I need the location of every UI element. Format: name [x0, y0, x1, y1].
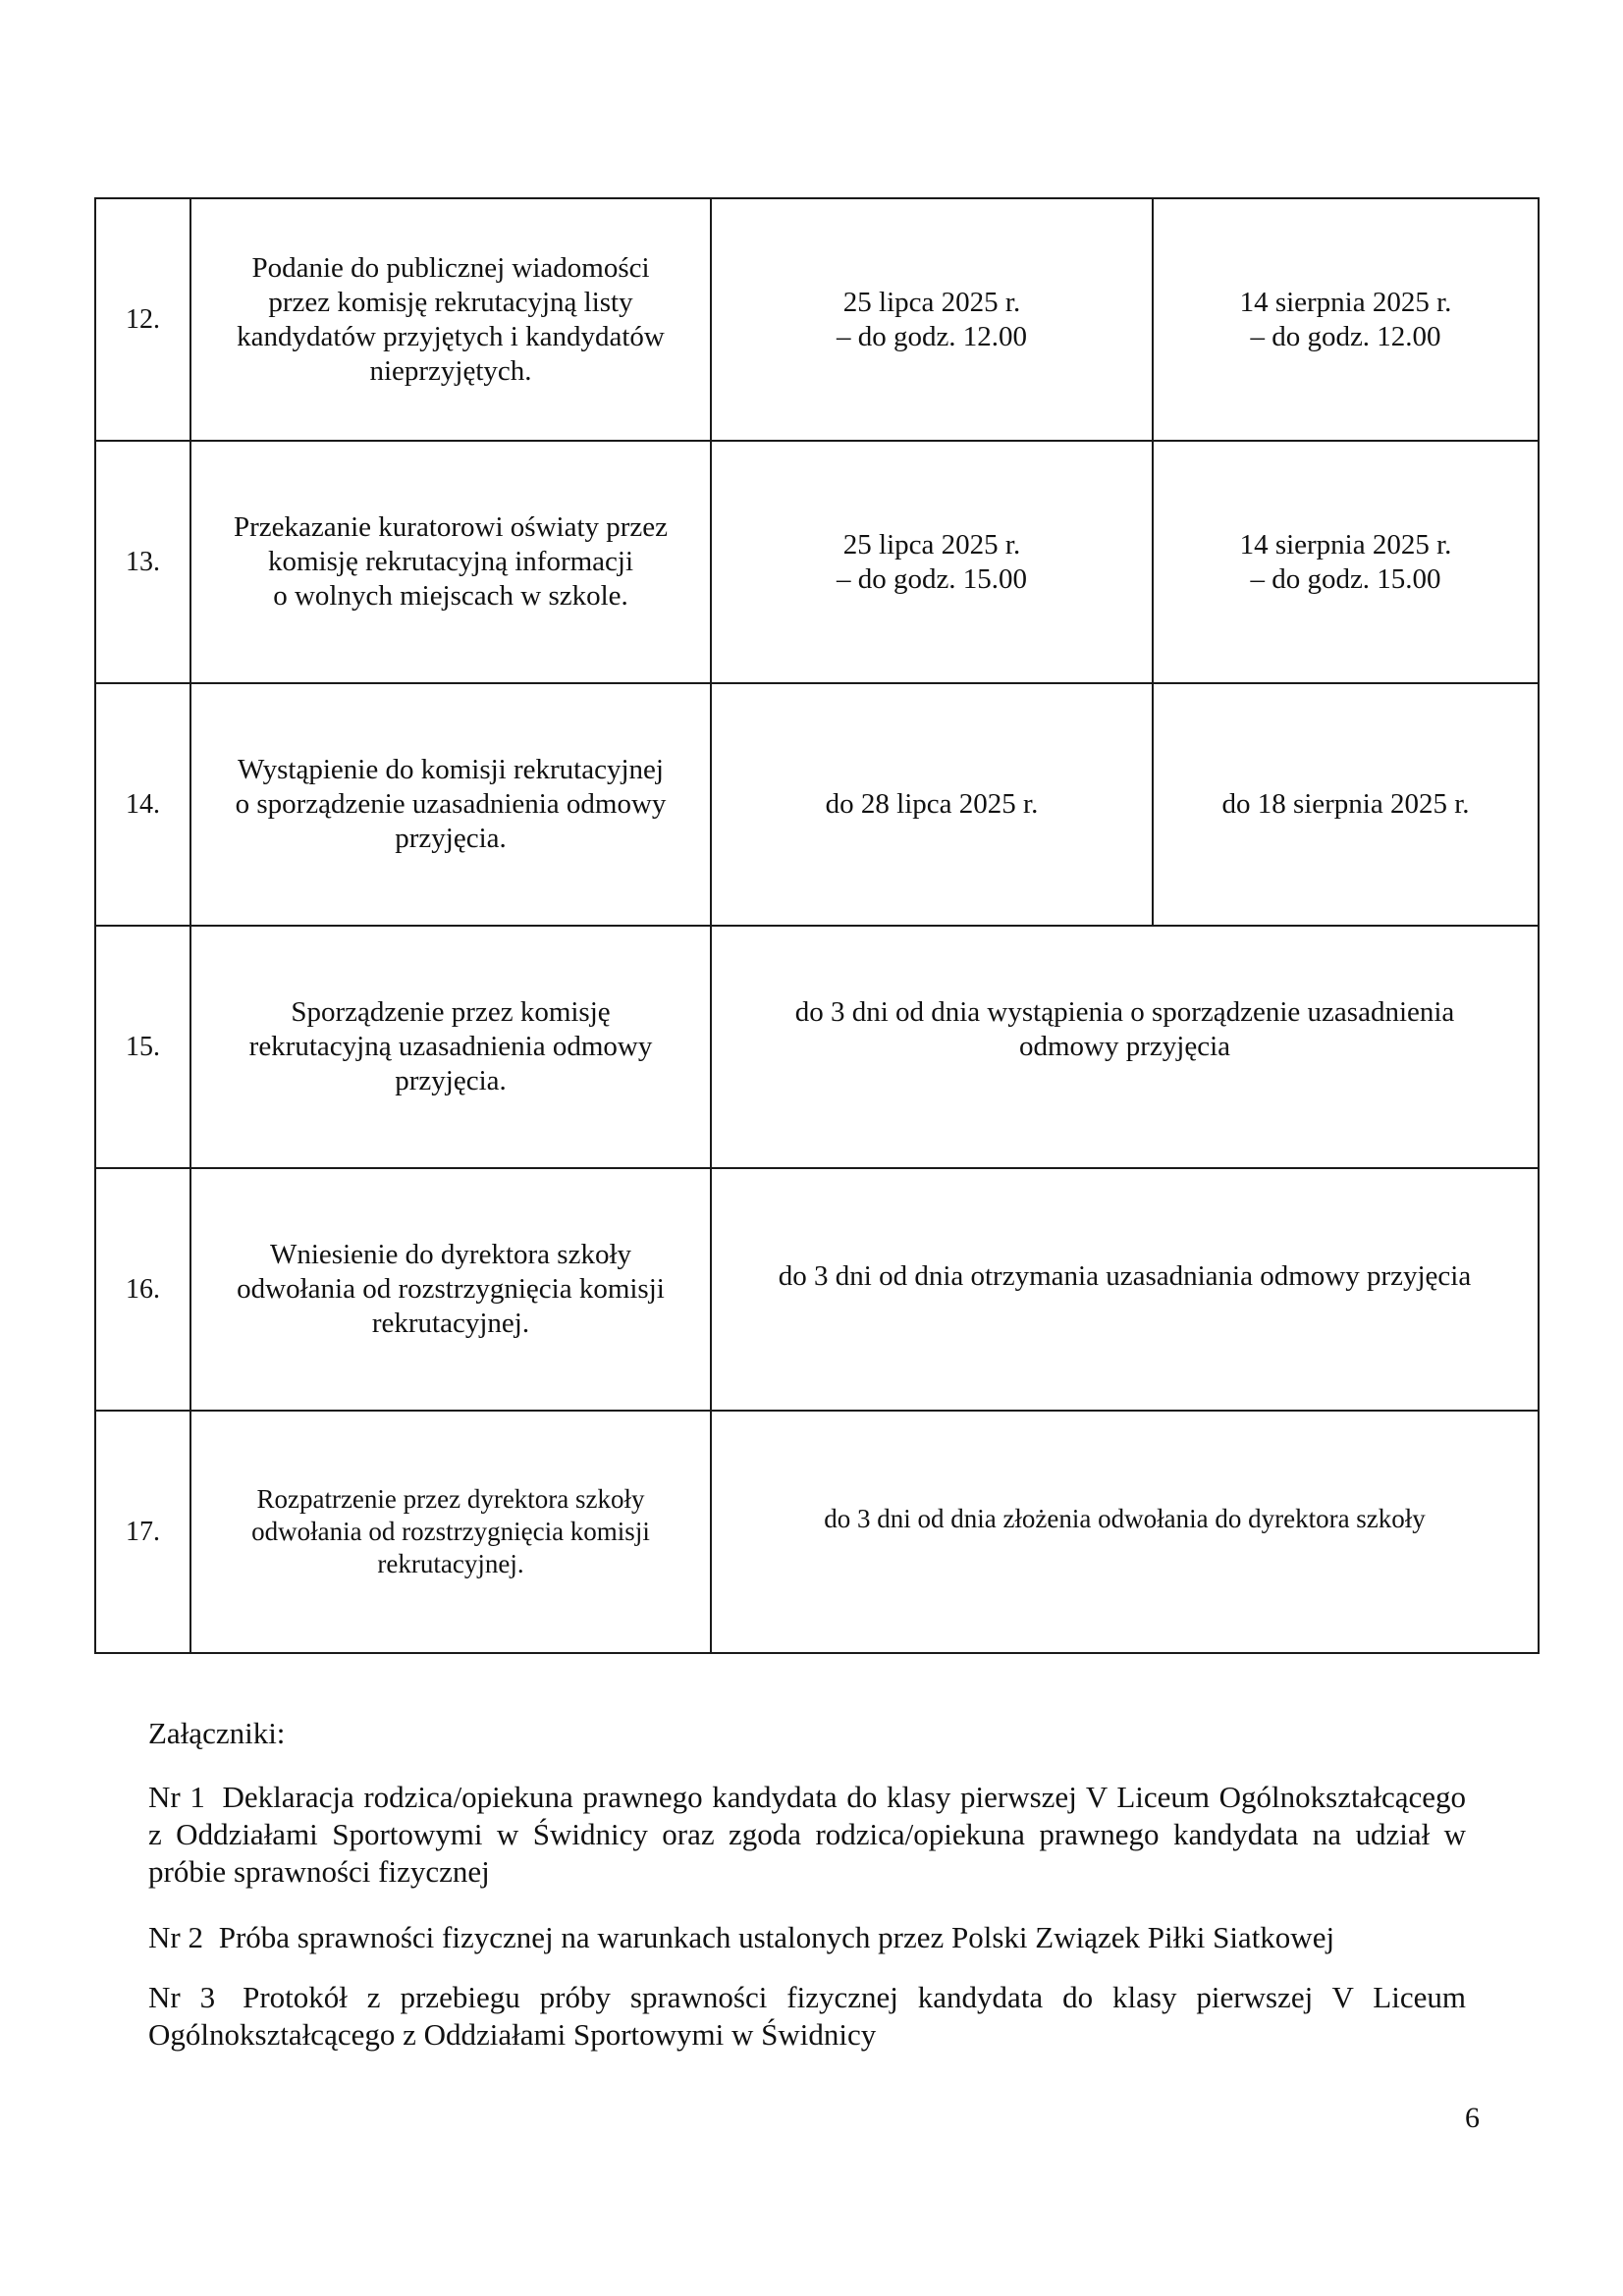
deadline-main — [711, 683, 1153, 926]
description-line: rekrutacyjną uzasadnienia odmowy — [248, 1031, 653, 1062]
table-row — [95, 441, 1539, 683]
deadline-line: – do godz. 15.00 — [1250, 562, 1441, 595]
attachment-item — [148, 1979, 1466, 2054]
description-line: rekrutacyjnej. — [371, 1308, 530, 1339]
deadline-line: do 3 dni od dnia otrzymania uzasadniania odmowy przyjęcia — [778, 1260, 1472, 1292]
description-line: nieprzyjętych. — [369, 354, 532, 387]
attachment-number: Nr 3 — [148, 1980, 216, 2014]
description-line: o wolnych miejscach w szkole. — [273, 580, 628, 612]
row-number: 12. — [95, 198, 190, 441]
attachment-text: Próba sprawności fizycznej na warunkach ustalonych przez Polski Związek Piłki Siatkowej — [218, 1920, 1335, 1954]
row-description — [190, 198, 711, 441]
deadline-supplementary — [1153, 198, 1539, 441]
description-line: Wniesienie do dyrektora szkoły — [269, 1239, 632, 1270]
deadline-main — [711, 198, 1153, 441]
description-line: przyjęcia. — [395, 823, 507, 854]
row-description — [190, 683, 711, 926]
description-line: Sporządzenie przez komisję — [291, 996, 611, 1028]
deadline-line: 14 sierpnia 2025 r. — [1239, 528, 1452, 561]
row-number: 15. — [95, 926, 190, 1168]
table-row — [95, 198, 1539, 441]
attachment-item — [148, 1919, 1466, 1956]
deadline-supplementary — [1153, 683, 1539, 926]
row-number: 16. — [95, 1168, 190, 1411]
deadline-combined — [711, 1168, 1539, 1411]
description-line: Przekazanie kuratorowi oświaty przez — [233, 511, 669, 543]
recruitment-schedule-table — [94, 197, 1540, 1654]
description-line: odwołania od rozstrzygnięcia komisji — [251, 1517, 650, 1546]
attachment-text: Deklaracja rodzica/opiekuna prawnego kandydata do klasy pierwszej V Liceum Ogólnokształcącego z Oddziałami Sportowymi w Świdnicy oraz zgoda rodzica/opiekuna prawnego kandydata na udział w próbie sprawności fizycznej — [148, 1780, 1466, 1889]
attachment-text: Protokół z przebiegu próby sprawności fizycznej kandydata do klasy pierwszej V Liceum Ogólnokształcącego z Oddziałami Sportowymi w Świdnicy — [148, 1980, 1466, 2052]
description-line: o sporządzenie uzasadnienia odmowy — [235, 788, 667, 820]
deadline-line: do 3 dni od dnia złożenia odwołania do dyrektora szkoły — [824, 1504, 1426, 1533]
deadline-line: 25 lipca 2025 r. — [842, 528, 1021, 561]
description-line: odwołania od rozstrzygnięcia komisji — [237, 1273, 665, 1305]
attachments-title: Załączniki: — [148, 1716, 286, 1750]
deadline-main — [711, 441, 1153, 683]
deadline-line: 14 sierpnia 2025 r. — [1239, 286, 1452, 318]
row-description — [190, 1411, 711, 1653]
row-number: 17. — [95, 1411, 190, 1653]
row-number: 14. — [95, 683, 190, 926]
deadline-line: – do godz. 15.00 — [836, 562, 1028, 595]
deadline-combined — [711, 1411, 1539, 1653]
deadline-line: odmowy przyjęcia — [1018, 1030, 1230, 1062]
deadline-line: do 3 dni od dnia wystąpienia o sporządzenie uzasadnienia — [794, 995, 1455, 1028]
description-line: przyjęcia. — [395, 1065, 507, 1096]
description-line: kandydatów przyjętych i kandydatów — [237, 320, 665, 352]
deadline-line: – do godz. 12.00 — [836, 320, 1028, 352]
table-row — [95, 1411, 1539, 1653]
description-line: Wystąpienie do komisji rekrutacyjnej — [238, 754, 664, 785]
page-number: 6 — [1465, 2102, 1480, 2134]
description-line: rekrutacyjnej. — [377, 1549, 524, 1578]
table-row — [95, 926, 1539, 1168]
deadline-line: – do godz. 12.00 — [1250, 320, 1441, 352]
description-line: komisję rekrutacyjną informacji — [267, 546, 634, 577]
attachment-number: Nr 2 — [148, 1920, 203, 1954]
row-description — [190, 441, 711, 683]
deadline-line: 25 lipca 2025 r. — [842, 286, 1021, 318]
deadline-line: do 28 lipca 2025 r. — [825, 788, 1039, 820]
attachment-number: Nr 1 — [148, 1780, 205, 1814]
row-number: 13. — [95, 441, 190, 683]
row-description — [190, 926, 711, 1168]
deadline-combined — [711, 926, 1539, 1168]
description-line: Rozpatrzenie przez dyrektora szkoły — [256, 1484, 645, 1514]
table-row — [95, 683, 1539, 926]
table-row — [95, 1168, 1539, 1411]
deadline-supplementary — [1153, 441, 1539, 683]
description-line: Podanie do publicznej wiadomości — [251, 251, 650, 284]
description-line: przez komisję rekrutacyjną listy — [268, 286, 633, 318]
row-description — [190, 1168, 711, 1411]
deadline-line: do 18 sierpnia 2025 r. — [1221, 788, 1470, 820]
attachment-item — [148, 1779, 1466, 1891]
